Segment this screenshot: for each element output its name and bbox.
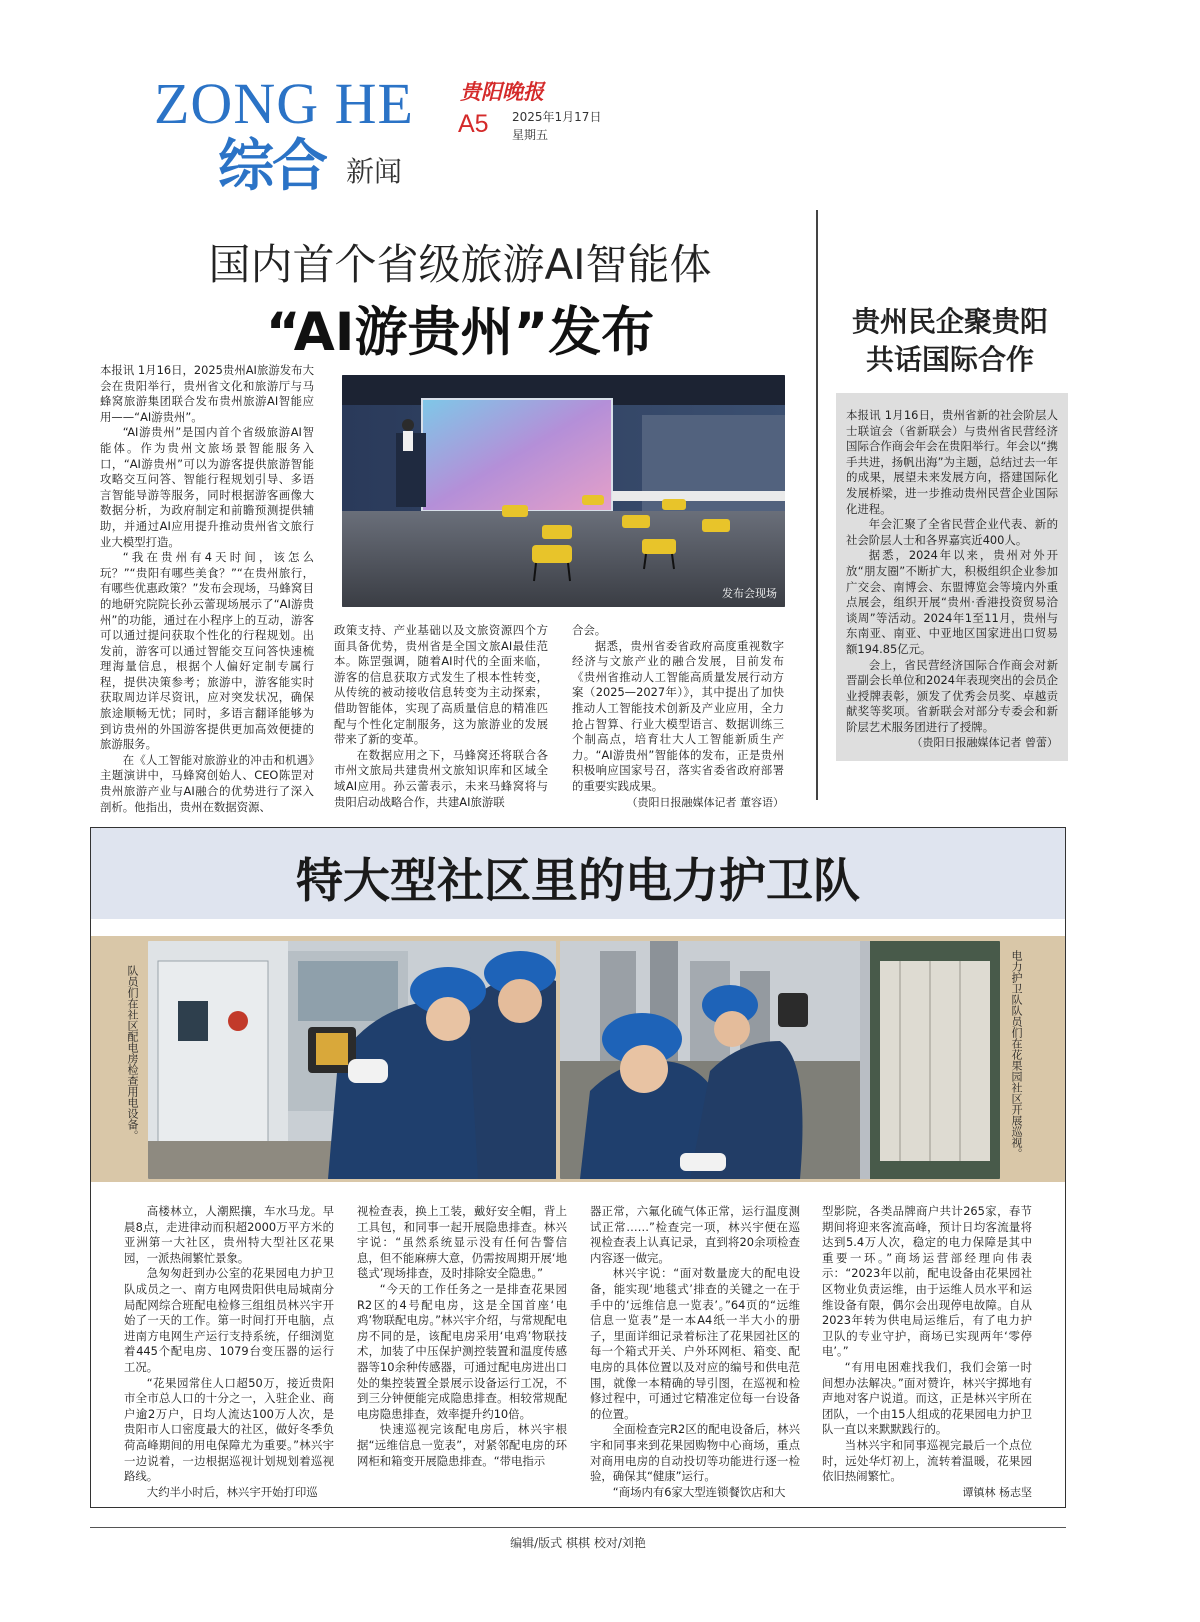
lead-story-col-3 <box>572 623 784 810</box>
masthead <box>150 72 650 202</box>
lead-paragraph: 本报讯 1月16日，2025贵州AI旅游发布大会在贵阳举行，贵州省文化和旅游厅与马蜂窝旅游集团联合发布贵州旅游AI智能应用——“AI游贵州”。 <box>100 363 314 424</box>
side-headline-2: 共话国际合作 <box>865 343 1034 376</box>
lead-story-col-2 <box>334 623 548 810</box>
feature-story-col-3 <box>590 1204 800 1500</box>
issue-weekday: 星期五 <box>512 128 549 142</box>
lead-paragraph: 在数据应用之下，马蜂窝还将联合各市州文旅局共建贵州文旅知识库和区域全域AI应用。孙云蕾表示，未来马蜂窝将与贵阳启动战略合作，共建AI旅游联 <box>334 747 548 809</box>
side-paragraph: 会上，省民营经济国际合作商会对新晋副会长单位和2024年表现突出的会员企业授牌表彰，颁发了优秀会员奖、卓越贡献奖等奖项。省新联会对部分专委会和新阶层艺术服务团进行了授牌。 <box>846 657 1058 734</box>
feature-story-col-2 <box>357 1204 567 1469</box>
feature-credit: 谭镇林 杨志坚 <box>962 1485 1032 1499</box>
masthead-logo-sub: 新闻 <box>346 155 403 188</box>
feature-paragraph: 全面检查完R2区的配电设备后，林兴宇和同事来到花果园购物中心商场，重点对商用电房的自动投切等功能进行逐一检验，确保其“健康”运行。 <box>590 1422 800 1484</box>
lead-paragraph: 合会。 <box>572 623 607 637</box>
footer-rule <box>90 1527 1066 1528</box>
feature-paragraph: 大约半小时后，林兴宇开始打印巡 <box>146 1484 318 1499</box>
feature-paragraph: 视检查表，换上工装，戴好安全帽，背上工具包，和同事一起开展隐患排查。林兴宇说：“虽然系统显示没有任何告警信息，但不能麻痹大意，仍需按周期开展‘地毯式’现场排查，及时排除安全隐患。” <box>357 1204 567 1281</box>
feature-paragraph: 器正常，六氟化硫气体正常，运行温度测试正常……”检查完一项，林兴宇便在巡视检查表上认真记录，直到将20余项检查内容逐一做完。 <box>590 1204 800 1265</box>
lead-paragraph: 在《人工智能对旅游业的冲击和机遇》主题演讲中，马蜂窝创始人、CEO陈罡对贵州旅游产业与AI融合的优势进行了深入剖析。他指出，贵州在数据资源、 <box>100 752 314 814</box>
feature-paragraph: 急匆匆赶到办公室的花果园电力护卫队成员之一、南方电网贵阳供电局城南分局配网综合班配电检修三组组员林兴宇开始了一天的工作。第一时间打开电脑，点进南方电网生产运行支持系统，仔细浏览着445个配电房、1079台变压器的运行工况。 <box>124 1266 334 1374</box>
side-paragraph: 年会汇聚了全省民营企业代表、新的社会阶层人士和各界嘉宾近400人。 <box>846 517 1058 547</box>
side-credit: （贵阳日报融媒体记者 曾蕾） <box>911 736 1058 750</box>
side-story-body <box>836 393 1068 761</box>
feature-paragraph: “有用电困难找我们，我们会第一时间想办法解决。”面对赞许，林兴宇掷地有声地对客户说道。而这，正是林兴宇所在团队，一个由15人组成的花果园电力护卫队一直以来默默践行的。 <box>822 1359 1032 1437</box>
feature-paragraph: 快速巡视完该配电房后，林兴宇根据“远维信息一览表”，对紧邻配电房的环网柜和箱变开展隐患排查。“带电指示 <box>357 1422 567 1468</box>
feature-paragraph: “花果园常住人口超50万，接近贵阳市全市总人口的十分之一，入驻企业、商户逾2万户，日均人流达100万人次，是贵阳市人口密度最大的社区，做好冬季负荷高峰期间的用电保障尤为重要。”林兴宇一边说着，一边根据巡视计划规划着巡视路线。 <box>124 1375 334 1484</box>
lead-photo-caption: 发布会现场 <box>722 587 777 600</box>
feature-caption-right: 电力护卫队队员们在花果园社区开展巡视。 <box>1010 950 1023 1159</box>
feature-story-col-4 <box>822 1204 1032 1500</box>
feature-paragraph: “商场内有6家大型连锁餐饮店和大 <box>612 1484 786 1499</box>
feature-paragraph: 型影院，各类品牌商户共计265家，春节期间将迎来客流高峰，预计日均客流量将达到5.4万人次，稳定的电力保障是其中重要一环。”商场运营部经理向伟表示：“2023年以前，配电设备由花果园社区物业负责运维，由于运维人员水平和运维设备有限，偶尔会出现停电故障。自从2023年转为供电局运维后，有了电力护卫队的专业守护，商场已实现两年‘零停电’。” <box>822 1204 1032 1359</box>
masthead-logo-en: ZONG HE <box>154 71 414 136</box>
distribution-room-photo <box>148 941 556 1179</box>
lead-paragraph: “AI游贵州”是国内首个省级旅游AI智能体。作为贵州文旅场景智能服务入口，“AI游贵州”可以为游客提供旅游智能攻略交互问答、智能行程规划引导、多语言智能导游等服务，同时根据游客画像大数据分析，为政府制定和前瞻预测提供辅助，并通过AI应用提升推动贵州省文旅行业大模型打造。 <box>100 425 314 549</box>
masthead-logo-cn: 综合 <box>218 134 326 199</box>
lead-headline-2: “AI游贵州”发布 <box>265 302 655 363</box>
feature-headline: 特大型社区里的电力护卫队 <box>296 854 860 909</box>
feature-story-col-1 <box>124 1204 334 1500</box>
lead-paragraph: 政策支持、产业基础以及文旅资源四个方面具备优势，贵州省是全国文旅AI最佳范本。陈罡强调，随着AI时代的全面来临，游客的信息获取方式发生了根本性转变，从传统的被动接收信息转变为主动探索，借助智能体，实现了高质量信息的精准匹配与个性化定制服务，这为旅游业的发展带来了新的变革。 <box>334 623 548 747</box>
feature-paragraph: 林兴宇说：“面对数量庞大的配电设备，能实现‘地毯式’排查的关键之一在于手中的‘远维信息一览表’。”64页的“远维信息一览表”是一本A4纸一半大小的册子，里面详细记录着标注了花果园社区的每一个箱式开关、户外环网柜、箱变、配电房的具体位置以及对应的编号和供电范围，就像一本精确的导引图，在巡视和检修过程中，可通过它精准定位每一台设备的位置。 <box>590 1266 800 1421</box>
community-patrol-photo <box>560 941 1000 1179</box>
feature-paragraph: 当林兴宇和同事巡视完最后一个点位时，远处华灯初上，流转着温暖，花果园依旧热闹繁忙。 <box>822 1437 1032 1484</box>
launch-event-photo <box>342 375 785 607</box>
lead-credit: （贵阳日报融媒体记者 董容语） <box>626 795 784 809</box>
feature-paragraph: 高楼林立，人潮熙攘，车水马龙。早晨8点，走进律动而积超2000万平方米的亚洲第一大社区，贵州特大型社区花果园，一派热闹繁忙景象。 <box>124 1204 334 1265</box>
side-paragraph: 本报讯 1月16日，贵州省新的社会阶层人士联谊会（省新联会）与贵州省民营经济国际合作商会年会在贵阳举行。年会以“携手共进，扬帆出海”为主题，总结过去一年的成果，展望未来发展方向，搭建国际化发展桥梁，进一步推动贵州民营企业国际化进程。 <box>846 408 1058 516</box>
lead-story-col-1 <box>100 363 314 815</box>
feature-paragraph: “今天的工作任务之一是排查花果园R2区的4号配电房，这是全国首座‘电鸡’物联配电房。”林兴宇介绍，与常规配电房不同的是，该配电房采用‘电鸡’物联技术，加装了中压保护测控装置和温度传感器等10余种传感器，可通过配电房进出口处的集控装置全景展示设备运行工况，不到三分钟便能完成隐患排查。相较常规配电房隐患排查，效率提升约10倍。 <box>357 1281 567 1421</box>
side-paragraph: 据悉，2024年以来，贵州对外开放“朋友圈”不断扩大，积极组织企业参加广交会、南博会、东盟博览会等境内外重点展会，组织开展“贵州·香港投资贸易洽谈周”等活动。2024年1至11月，贵州与东南亚、南亚、中亚地区国家进出口贸易额194.85亿元。 <box>846 548 1058 656</box>
page-number: A5 <box>458 110 489 138</box>
lead-paragraph: 据悉，贵州省委省政府高度重视数字经济与文旅产业的融合发展，目前发布《贵州省推动人工智能高质量发展行动方案（2025—2027年）》，其中提出了加快推动人工智能技术创新及产业应用，全力抢占智算、行业大模型语言、数据训练三个制高点，培育壮大人工智能新质生产力。“AI游贵州”智能体的发布，正是贵州积极响应国家号召，落实省委省政府部署的重要实践成果。 <box>572 638 784 793</box>
paper-name: 贵阳晚报 <box>460 79 544 104</box>
feature-caption-left: 队员们在社区配电房检查用电设备。 <box>126 965 139 1141</box>
feature-photo-right <box>560 941 1000 1179</box>
lead-photo <box>342 375 785 607</box>
side-headline-1: 贵州民企聚贵阳 <box>851 305 1048 338</box>
issue-date: 2025年1月17日 <box>512 110 602 124</box>
lead-paragraph: “我在贵州有4天时间，该怎么玩？”“贵阳有哪些美食？”“在贵州旅行，有哪些优惠政策？”发布会现场，马蜂窝目的地研究院院长孙云蕾现场展示了“AI游贵州”的功能，通过在小程序上的互动，游客可以通过提问获取个性化的行程规划。出发前，游客可以通过智能交互问答快速梳理海量信息，根据个人偏好定制专属行程，提供决策参考；旅游中，游客能实时获取周边详尽资讯，应对突发状况，确保旅途顺畅无忧；同时，多语言翻译能够为到访贵州的外国游客提供更加高效便捷的旅游服务。 <box>100 550 314 752</box>
lead-headline-1: 国内首个省级旅游AI智能体 <box>208 240 712 289</box>
footer-editor-line: 编辑/版式 棋棋 校对/刘艳 <box>510 1536 646 1550</box>
feature-photo-left <box>148 941 556 1179</box>
